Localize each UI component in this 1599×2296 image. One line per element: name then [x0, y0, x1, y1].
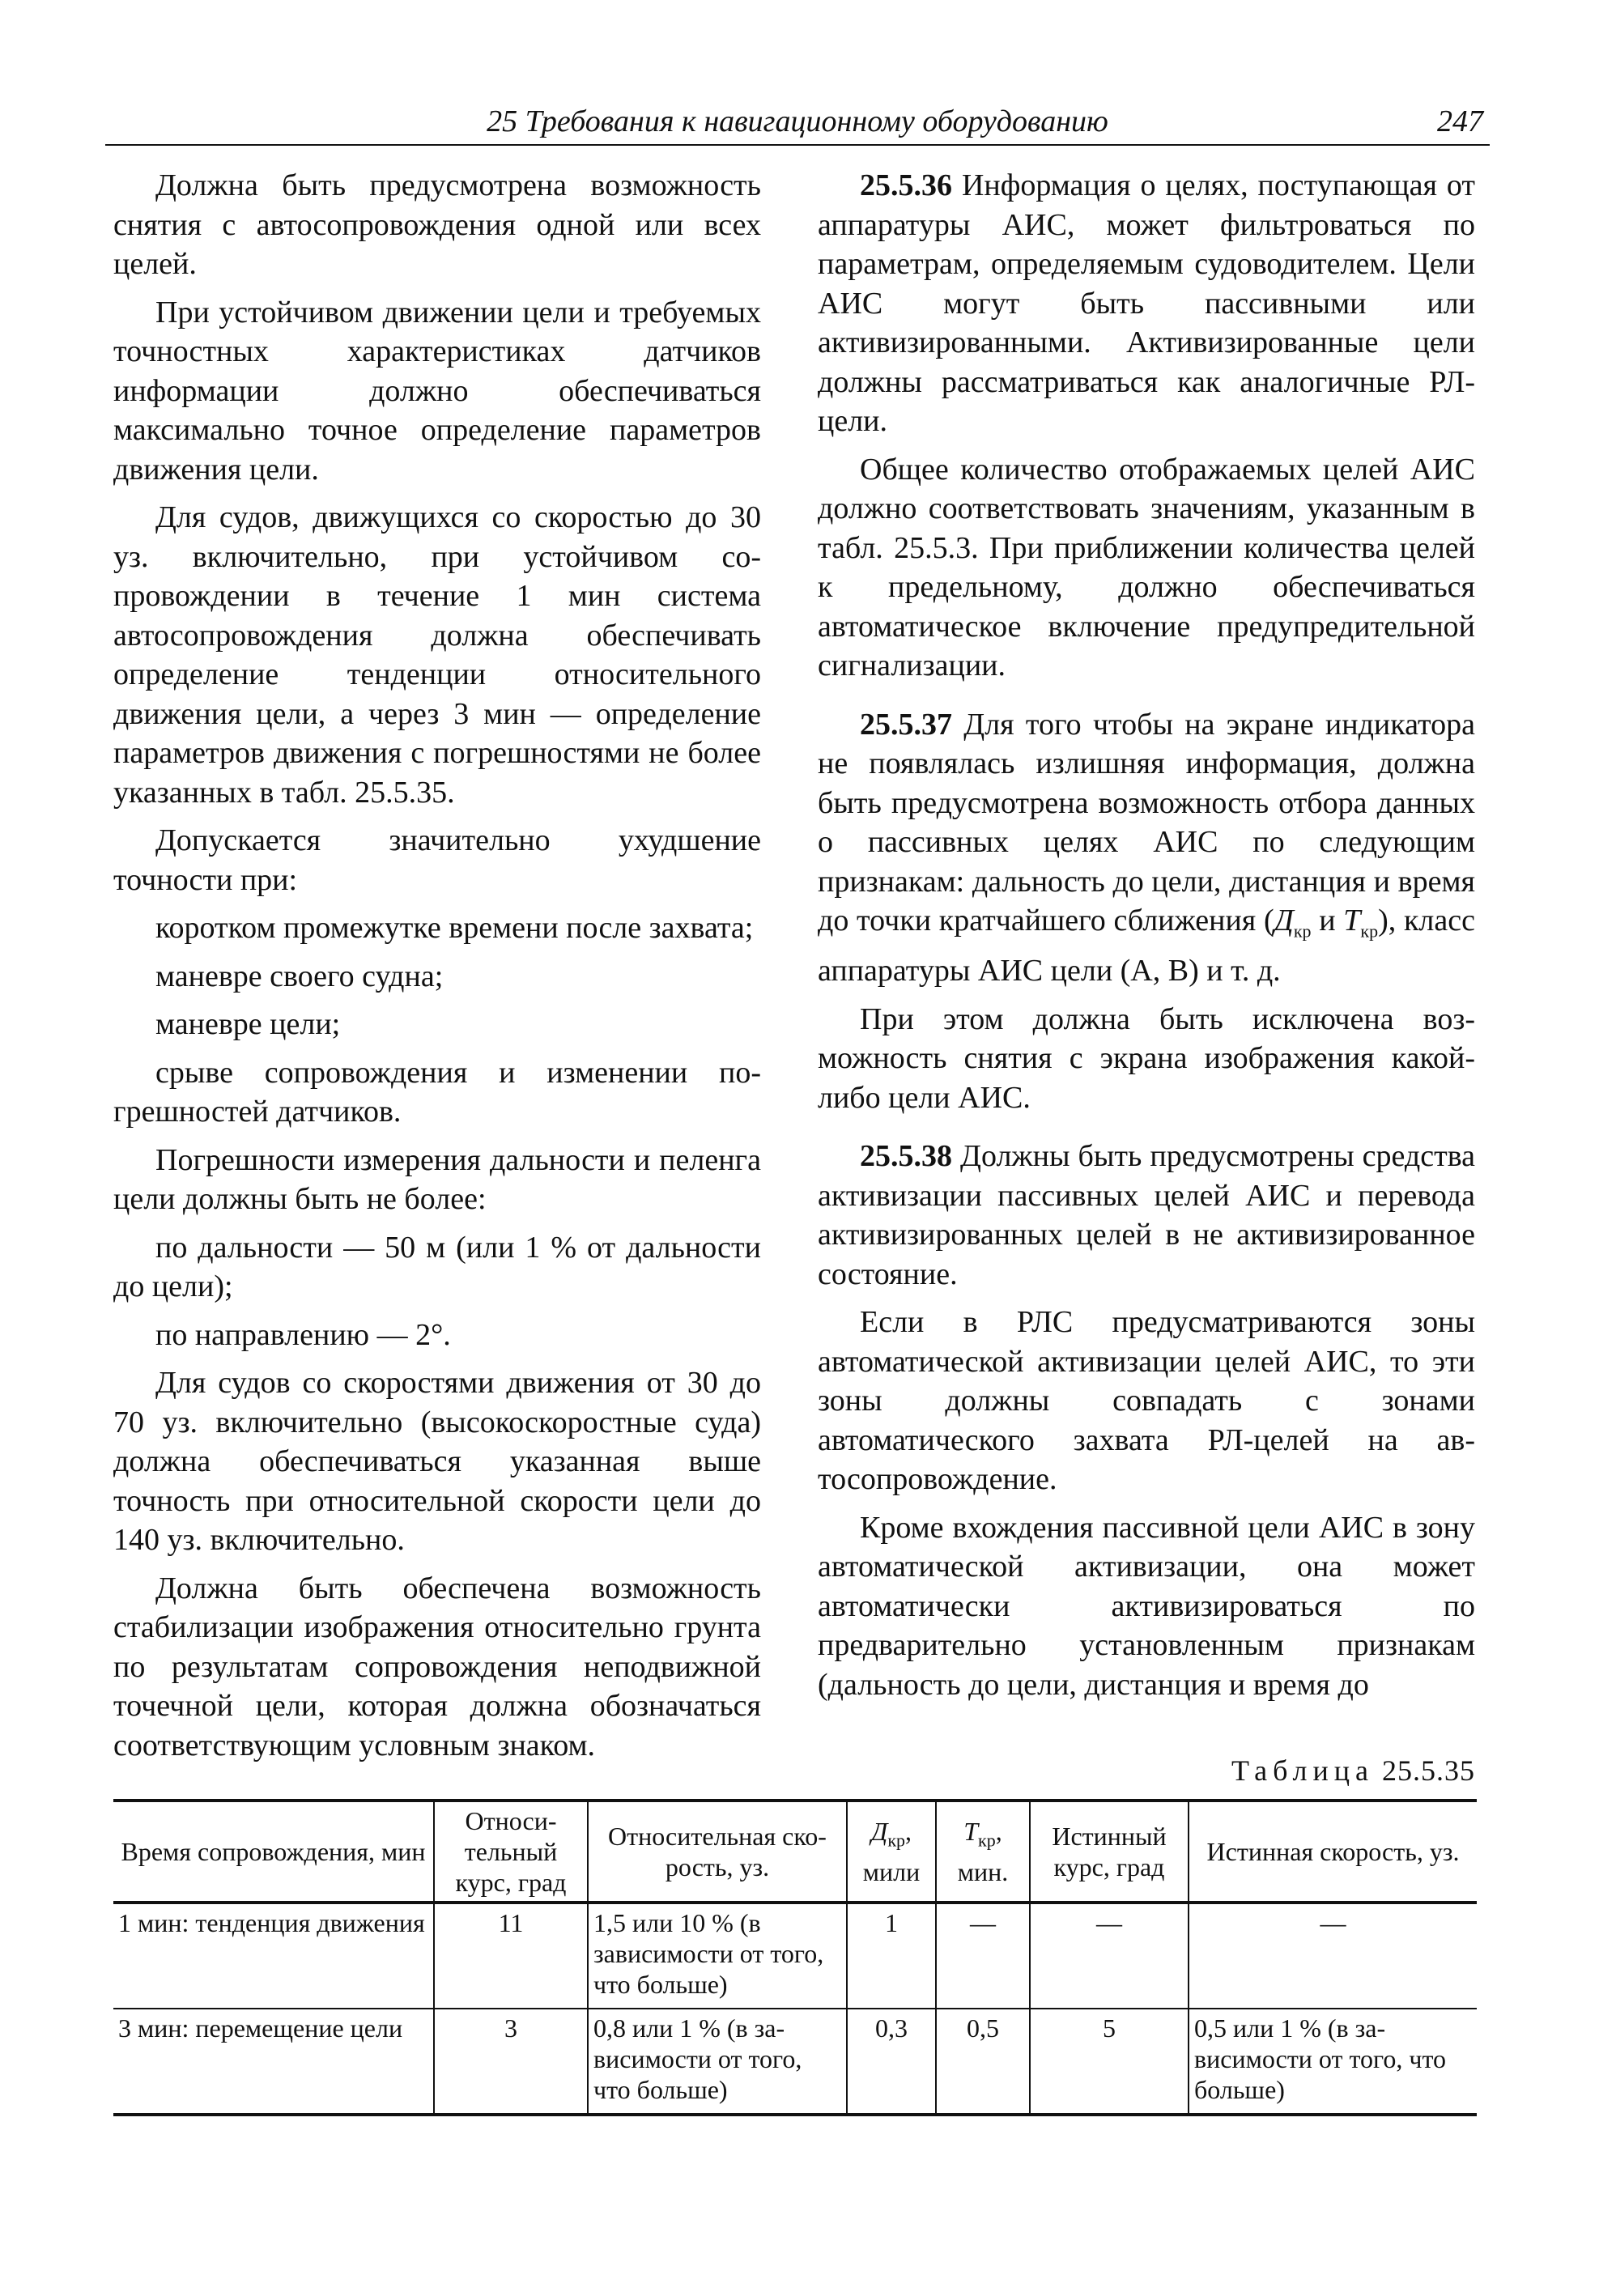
table-container [113, 1799, 1477, 2116]
paragraph: Для судов, движущихся со скоростью до 30 уз. включительно, при устойчивом сопровождении в течение 1 мин система автосопровождения должна обеспечивать определение тенденции относительного движения цели, а через 3 мин — определение параметров движения с погрешностями не более указанных в табл. 25.5.35. [113, 500, 761, 810]
paragraph: Для судов со скоростями движения от 30 до 70 уз. включительно (высокоскоростные суда) должна обеспечиваться указанная выше точность при относительной скорости цели до 140 уз. включительно. [113, 1366, 761, 1557]
cell-true-speed: — [1189, 1903, 1477, 2009]
d-subscript: кр [1293, 921, 1312, 942]
table-caption-word: Таблица [1231, 1754, 1374, 1787]
t-unit: , мин. [957, 1817, 1009, 1886]
list-item: маневре цели; [155, 1007, 341, 1041]
t-subscript: кр [978, 1830, 996, 1851]
list-item: по направлению — 2°. [155, 1317, 451, 1352]
list-item: по дальности — 50 м (или 1 % от дальности до цели); [113, 1230, 761, 1303]
list-item: коротком промежутке времени после захвата; [155, 911, 754, 945]
t-symbol: Т [1343, 904, 1361, 938]
cell-true-speed: 0,5 или 1 % (в зависимости от того, что больше) [1189, 2009, 1477, 2115]
cell-tracking-time: 3 мин: перемещение цели [113, 2009, 434, 2115]
cell-relative-course: 3 [434, 2009, 588, 2115]
section-25-5-38 [818, 1137, 1475, 1294]
cell-tracking-time: 1 мин: тенденция движения [113, 1903, 434, 2009]
t-subscript: кр [1360, 921, 1379, 942]
section-number: 25.5.37 [860, 707, 952, 742]
paragraph: При устойчивом движении цели и требуемых точностных характеристиках датчиков информации должно обеспечиваться максимально точное определение параметров движения цели. [113, 295, 761, 487]
header-true-speed: Истинная скорость, уз. [1189, 1801, 1477, 1903]
chapter-title: 25 Требования к навигационному оборудованию [487, 104, 1108, 138]
cell-t-cpa: — [936, 1903, 1030, 2009]
cell-relative-speed: 0,8 или 1 % (в зависимости от того, что больше) [588, 2009, 847, 2115]
cell-d-cpa: 0,3 [847, 2009, 936, 2115]
section-number: 25.5.36 [860, 168, 952, 202]
left-column [113, 166, 761, 1774]
t-symbol: Т [963, 1817, 979, 1847]
cell-relative-course: 11 [434, 1903, 588, 2009]
right-column [818, 166, 1475, 1713]
section-number: 25.5.38 [860, 1139, 952, 1174]
running-head [105, 96, 1490, 146]
section-text: Должны быть предусмотрены средства активизации пассивных целей АИС и перевода активизированных целей в не активизированное состояние. [818, 1139, 1476, 1291]
header-true-course: Истинный курс, град [1030, 1801, 1189, 1903]
section-text: Для того чтобы на экране индикатора не появлялась излишняя информация, должна быть предусмотрена возможность отбора данных о пассивных целях АИС по следующим признакам: дальность до цели, дистанция и время до точки кратчайшего сближения ( [818, 707, 1475, 938]
paragraph: Общее количество отображаемых целей АИС должно соответствовать значениям, указанным в табл. 25.5.3. При приближении количества целей к предельному, должно обеспечиваться автоматическое включение предупредительной сигнализации. [818, 452, 1475, 682]
cell-t-cpa: 0,5 [936, 2009, 1030, 2115]
table-header-row [113, 1801, 1477, 1903]
table-caption [1053, 1754, 1475, 1788]
list-item: маневре своего судна; [155, 959, 444, 993]
list-item: срыве сопровождения и изменении погрешностей датчиков. [113, 1055, 761, 1129]
paragraph: Если в РЛС предусматриваются зоны автоматической активизации целей АИС, то эти зоны должны совпадать с зонами автоматического захвата РЛ-целей на автосопровождение. [818, 1305, 1475, 1497]
table-row [113, 1903, 1477, 2009]
paragraph: При этом должна быть исключена возможность снятия с экрана изображения какой-либо цели АИС. [818, 1001, 1475, 1115]
section-25-5-36 [818, 166, 1475, 441]
header-relative-course: Относительный курс, град [434, 1801, 588, 1903]
d-unit: , мили [862, 1817, 921, 1886]
header-d-cpa [847, 1801, 936, 1903]
header-t-cpa [936, 1801, 1030, 1903]
cell-true-course: 5 [1030, 2009, 1189, 2115]
paragraph: Кроме вхождения пассивной цели АИС в зону автоматической активизации, она может автоматически активизироваться по предварительно установленным признакам (дальность до цели, дистанция и время до [818, 1510, 1475, 1702]
cell-relative-speed: 1,5 или 10 % (в зависимости от того, что больше) [588, 1903, 847, 2009]
paragraph: Должна быть обеспечена возможность стабилизации изображения относительно грунта по результатам сопровождения неподвижной точечной цели, которая должна обозначаться соответствующим условным знаком. [113, 1571, 761, 1762]
section-text-tail: ), класс аппаратуры АИС цели (А, В) и т. д. [818, 904, 1475, 989]
section-25-5-37 [818, 705, 1475, 991]
cell-d-cpa: 1 [847, 1903, 936, 2009]
page-number: 247 [1437, 104, 1483, 138]
d-symbol: Д [870, 1817, 888, 1847]
paragraph: Должна быть предусмотрена возможность снятия с автосопровождения одной или всех целей. [113, 168, 761, 281]
section-text: Информация о целях, поступающая от аппаратуры АИС, может фильтроваться по параметрам, определяемым судоводителем. Цели АИС могут быть пассивными или активизированными. Активизированные цели должны рассматриваться как аналогичные РЛ-цели. [818, 168, 1476, 438]
d-symbol: Д [1274, 904, 1294, 938]
paragraph: Допускается значительно ухудшение точности при: [113, 823, 761, 897]
accuracy-table [113, 1799, 1477, 2116]
and-word: и [1311, 904, 1344, 938]
d-subscript: кр [887, 1830, 906, 1851]
cell-true-course: — [1030, 1903, 1189, 2009]
table-row [113, 2009, 1477, 2115]
header-tracking-time: Время сопровождения, мин [113, 1801, 434, 1903]
table-caption-number: 25.5.35 [1382, 1754, 1475, 1787]
paragraph: Погрешности измерения дальности и пеленга цели должны быть не более: [113, 1142, 761, 1216]
header-relative-speed: Относительная скорость, уз. [588, 1801, 847, 1903]
